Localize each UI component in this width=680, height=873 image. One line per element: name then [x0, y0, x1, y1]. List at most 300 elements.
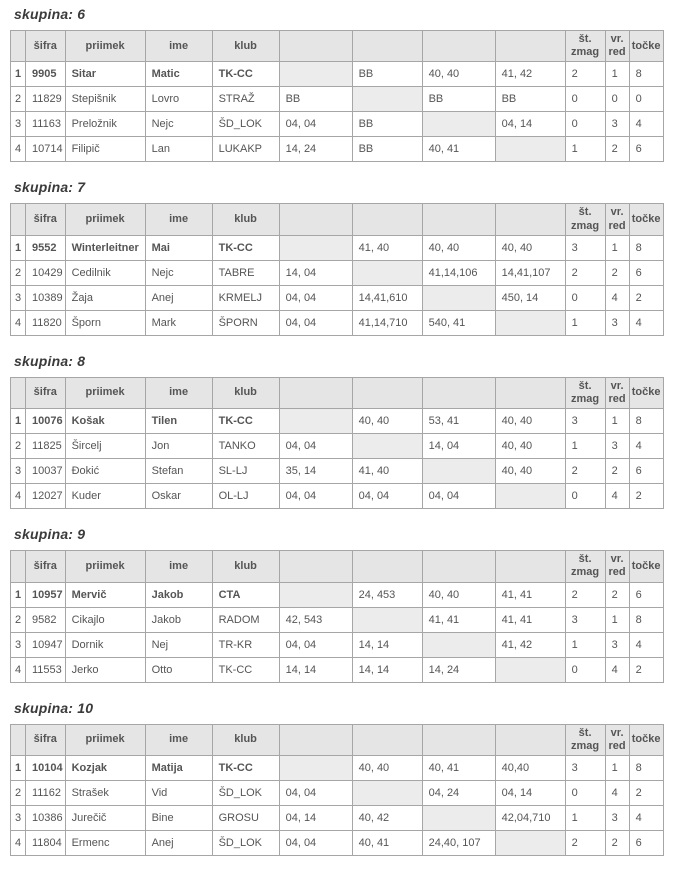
vr-red-header: vr. red: [605, 204, 629, 235]
match-result-cell: 04, 14: [279, 805, 352, 830]
sifra-header: šifra: [26, 377, 66, 408]
ime-cell: Oskar: [145, 484, 212, 509]
diagonal-cell: [352, 434, 422, 459]
match-result-cell: 42, 543: [279, 607, 352, 632]
group-title: skupina: 6: [14, 6, 86, 22]
results-table: [10, 550, 664, 682]
diagonal-cell: [422, 285, 495, 310]
match-col-4-header: [495, 204, 565, 235]
match-result-cell: 04, 14: [495, 780, 565, 805]
klub-cell: LUKAKP: [212, 137, 279, 162]
klub-cell: ŠD_LOK: [212, 112, 279, 137]
ime-header: ime: [145, 31, 212, 62]
st-zmag-cell: 0: [565, 780, 605, 805]
group-section: [10, 353, 680, 509]
match-col-4-header: [495, 377, 565, 408]
match-result-cell: 04, 04: [279, 484, 352, 509]
klub-header: klub: [212, 377, 279, 408]
table-body: [11, 235, 664, 335]
sifra-cell: 11553: [26, 657, 66, 682]
sifra-cell: 11829: [26, 87, 66, 112]
match-result-cell: 04, 04: [279, 632, 352, 657]
priimek-cell: Dornik: [65, 632, 145, 657]
vr-red-cell: 4: [605, 780, 629, 805]
st-zmag-cell: 3: [565, 607, 605, 632]
st-zmag-cell: 1: [565, 632, 605, 657]
st-zmag-cell: 1: [565, 137, 605, 162]
diagonal-cell: [352, 607, 422, 632]
st-zmag-cell: 2: [565, 582, 605, 607]
ime-cell: Tilen: [145, 409, 212, 434]
ime-cell: Jakob: [145, 582, 212, 607]
row-number-cell: 2: [11, 260, 26, 285]
klub-cell: ŠD_LOK: [212, 830, 279, 855]
table-row: [11, 805, 664, 830]
tocke-cell: 0: [629, 87, 663, 112]
priimek-cell: Preložnik: [65, 112, 145, 137]
sifra-cell: 10957: [26, 582, 66, 607]
group-title: skupina: 7: [14, 179, 86, 196]
table-row: [11, 285, 664, 310]
diagonal-cell: [495, 830, 565, 855]
vr-red-cell: 4: [605, 484, 629, 509]
diagonal-cell: [279, 755, 352, 780]
match-col-2-header: [352, 551, 422, 582]
vr-red-cell: 4: [605, 657, 629, 682]
vr-red-header: vr. red: [605, 551, 629, 582]
match-result-cell: 04, 14: [495, 112, 565, 137]
header-row: [11, 551, 664, 582]
match-result-cell: 53, 41: [422, 409, 495, 434]
tocke-header: točke: [629, 551, 663, 582]
results-table: [10, 203, 664, 335]
ime-cell: Anej: [145, 830, 212, 855]
vr-red-cell: 3: [605, 112, 629, 137]
table-row: [11, 112, 664, 137]
match-col-2-header: [352, 377, 422, 408]
tocke-cell: 6: [629, 582, 663, 607]
ime-cell: Stefan: [145, 459, 212, 484]
table-body: [11, 409, 664, 509]
match-result-cell: 04, 04: [279, 434, 352, 459]
tocke-cell: 8: [629, 235, 663, 260]
match-col-1-header: [279, 724, 352, 755]
row-number-cell: 4: [11, 310, 26, 335]
ime-cell: Anej: [145, 285, 212, 310]
table-row: [11, 582, 664, 607]
match-result-cell: 04, 04: [352, 484, 422, 509]
row-number-cell: 1: [11, 409, 26, 434]
tocke-cell: 6: [629, 137, 663, 162]
match-result-cell: 14,41,610: [352, 285, 422, 310]
ime-cell: Jakob: [145, 607, 212, 632]
diagonal-cell: [279, 235, 352, 260]
match-result-cell: BB: [279, 87, 352, 112]
priimek-header: priimek: [65, 551, 145, 582]
match-result-cell: BB: [352, 112, 422, 137]
tocke-cell: 6: [629, 830, 663, 855]
table-row: [11, 87, 664, 112]
match-col-3-header: [422, 551, 495, 582]
match-col-1-header: [279, 377, 352, 408]
ime-cell: Lan: [145, 137, 212, 162]
sifra-header: šifra: [26, 31, 66, 62]
priimek-cell: Mervič: [65, 582, 145, 607]
vr-red-cell: 3: [605, 805, 629, 830]
priimek-cell: Kozjak: [65, 755, 145, 780]
row-number-cell: 2: [11, 87, 26, 112]
sifra-cell: 9582: [26, 607, 66, 632]
priimek-cell: Strašek: [65, 780, 145, 805]
match-result-cell: 41,14,106: [422, 260, 495, 285]
vr-red-header: vr. red: [605, 724, 629, 755]
sifra-header: šifra: [26, 724, 66, 755]
match-result-cell: 40,40: [495, 755, 565, 780]
match-result-cell: 41, 41: [495, 607, 565, 632]
group-section: [10, 700, 680, 856]
diagonal-cell: [495, 310, 565, 335]
table-row: [11, 459, 664, 484]
table-row: [11, 235, 664, 260]
priimek-cell: Šircelj: [65, 434, 145, 459]
match-col-3-header: [422, 724, 495, 755]
klub-cell: TK-CC: [212, 235, 279, 260]
klub-cell: TK-CC: [212, 62, 279, 87]
klub-cell: GROSU: [212, 805, 279, 830]
row-number-cell: 1: [11, 62, 26, 87]
vr-red-cell: 2: [605, 260, 629, 285]
results-table: [10, 30, 664, 162]
st-zmag-header: št. zmag: [565, 551, 605, 582]
table-row: [11, 657, 664, 682]
group-title: skupina: 10: [14, 699, 94, 716]
diagonal-cell: [422, 805, 495, 830]
match-result-cell: 40, 40: [352, 755, 422, 780]
tocke-cell: 4: [629, 632, 663, 657]
priimek-cell: Žaja: [65, 285, 145, 310]
row-number-cell: 3: [11, 459, 26, 484]
priimek-cell: Košak: [65, 409, 145, 434]
match-result-cell: BB: [495, 87, 565, 112]
vr-red-cell: 1: [605, 235, 629, 260]
vr-red-cell: 3: [605, 434, 629, 459]
row-number-cell: 2: [11, 607, 26, 632]
match-result-cell: 40, 41: [422, 137, 495, 162]
tocke-cell: 4: [629, 310, 663, 335]
vr-red-cell: 3: [605, 632, 629, 657]
sifra-cell: 10389: [26, 285, 66, 310]
match-result-cell: 40, 40: [495, 235, 565, 260]
row-number-header: [11, 551, 26, 582]
st-zmag-cell: 0: [565, 484, 605, 509]
ime-header: ime: [145, 551, 212, 582]
tocke-cell: 2: [629, 285, 663, 310]
group-title: skupina: 9: [14, 526, 86, 543]
st-zmag-cell: 1: [565, 434, 605, 459]
klub-cell: OL-LJ: [212, 484, 279, 509]
diagonal-cell: [279, 62, 352, 87]
klub-header: klub: [212, 551, 279, 582]
st-zmag-cell: 0: [565, 285, 605, 310]
table-row: [11, 755, 664, 780]
st-zmag-cell: 1: [565, 805, 605, 830]
tocke-cell: 2: [629, 780, 663, 805]
st-zmag-cell: 2: [565, 459, 605, 484]
row-number-cell: 4: [11, 830, 26, 855]
priimek-cell: Šporn: [65, 310, 145, 335]
st-zmag-cell: 1: [565, 310, 605, 335]
match-result-cell: 40, 40: [495, 459, 565, 484]
klub-cell: KRMELJ: [212, 285, 279, 310]
priimek-header: priimek: [65, 724, 145, 755]
table-body: [11, 755, 664, 855]
tocke-cell: 6: [629, 260, 663, 285]
match-col-3-header: [422, 204, 495, 235]
priimek-cell: Kuder: [65, 484, 145, 509]
tocke-cell: 2: [629, 484, 663, 509]
table-row: [11, 62, 664, 87]
table-header: [11, 31, 664, 62]
match-result-cell: 41,14,710: [352, 310, 422, 335]
row-number-header: [11, 724, 26, 755]
match-result-cell: 40, 40: [352, 409, 422, 434]
match-result-cell: 14, 24: [279, 137, 352, 162]
st-zmag-cell: 2: [565, 830, 605, 855]
match-result-cell: 41, 42: [495, 62, 565, 87]
tocke-cell: 8: [629, 62, 663, 87]
st-zmag-cell: 0: [565, 657, 605, 682]
klub-cell: TK-CC: [212, 755, 279, 780]
match-result-cell: 04, 04: [279, 112, 352, 137]
match-result-cell: 40, 40: [422, 62, 495, 87]
st-zmag-header: št. zmag: [565, 724, 605, 755]
row-number-cell: 3: [11, 285, 26, 310]
vr-red-cell: 2: [605, 137, 629, 162]
priimek-cell: Filipič: [65, 137, 145, 162]
match-result-cell: 41, 42: [495, 632, 565, 657]
st-zmag-cell: 2: [565, 260, 605, 285]
match-result-cell: 40, 40: [495, 409, 565, 434]
vr-red-cell: 1: [605, 607, 629, 632]
table-row: [11, 780, 664, 805]
results-table: [10, 377, 664, 509]
table-row: [11, 260, 664, 285]
klub-header: klub: [212, 204, 279, 235]
vr-red-cell: 4: [605, 285, 629, 310]
match-result-cell: 41, 40: [352, 235, 422, 260]
tocke-header: točke: [629, 204, 663, 235]
match-result-cell: 450, 14: [495, 285, 565, 310]
row-number-header: [11, 31, 26, 62]
match-result-cell: 24,40, 107: [422, 830, 495, 855]
klub-header: klub: [212, 31, 279, 62]
match-result-cell: 14, 14: [352, 632, 422, 657]
ime-cell: Vid: [145, 780, 212, 805]
match-result-cell: 40, 41: [422, 755, 495, 780]
match-col-2-header: [352, 204, 422, 235]
sifra-cell: 11820: [26, 310, 66, 335]
st-zmag-cell: 3: [565, 235, 605, 260]
match-result-cell: 42,04,710: [495, 805, 565, 830]
vr-red-cell: 0: [605, 87, 629, 112]
match-result-cell: 41, 41: [495, 582, 565, 607]
match-result-cell: 04, 04: [422, 484, 495, 509]
diagonal-cell: [352, 780, 422, 805]
st-zmag-cell: 3: [565, 755, 605, 780]
match-result-cell: 41, 40: [352, 459, 422, 484]
vr-red-header: vr. red: [605, 377, 629, 408]
sifra-header: šifra: [26, 551, 66, 582]
sifra-cell: 10714: [26, 137, 66, 162]
klub-cell: CTA: [212, 582, 279, 607]
header-row: [11, 204, 664, 235]
klub-cell: ŠPORN: [212, 310, 279, 335]
ime-cell: Jon: [145, 434, 212, 459]
vr-red-cell: 1: [605, 755, 629, 780]
klub-cell: TK-CC: [212, 657, 279, 682]
tocke-cell: 2: [629, 657, 663, 682]
sifra-cell: 10947: [26, 632, 66, 657]
table-row: [11, 137, 664, 162]
priimek-cell: Stepišnik: [65, 87, 145, 112]
tocke-cell: 8: [629, 607, 663, 632]
diagonal-cell: [352, 87, 422, 112]
match-result-cell: 14, 24: [422, 657, 495, 682]
vr-red-cell: 1: [605, 62, 629, 87]
sifra-cell: 12027: [26, 484, 66, 509]
match-result-cell: 40, 40: [422, 235, 495, 260]
match-result-cell: 41, 41: [422, 607, 495, 632]
diagonal-cell: [495, 657, 565, 682]
st-zmag-cell: 0: [565, 87, 605, 112]
match-col-1-header: [279, 551, 352, 582]
row-number-cell: 1: [11, 582, 26, 607]
table-row: [11, 409, 664, 434]
sifra-cell: 10104: [26, 755, 66, 780]
match-result-cell: 35, 14: [279, 459, 352, 484]
diagonal-cell: [422, 112, 495, 137]
row-number-header: [11, 204, 26, 235]
table-row: [11, 310, 664, 335]
vr-red-cell: 2: [605, 582, 629, 607]
sifra-cell: 10076: [26, 409, 66, 434]
row-number-header: [11, 377, 26, 408]
sifra-cell: 11804: [26, 830, 66, 855]
tocke-cell: 8: [629, 409, 663, 434]
row-number-cell: 1: [11, 755, 26, 780]
match-col-3-header: [422, 377, 495, 408]
match-col-1-header: [279, 31, 352, 62]
row-number-cell: 3: [11, 632, 26, 657]
row-number-cell: 4: [11, 657, 26, 682]
row-number-cell: 3: [11, 112, 26, 137]
sifra-cell: 11163: [26, 112, 66, 137]
group-section: [10, 6, 680, 162]
match-col-4-header: [495, 724, 565, 755]
klub-cell: TR-KR: [212, 632, 279, 657]
match-result-cell: 04, 24: [422, 780, 495, 805]
table-row: [11, 484, 664, 509]
table-body: [11, 582, 664, 682]
match-col-2-header: [352, 31, 422, 62]
sifra-cell: 11825: [26, 434, 66, 459]
row-number-cell: 4: [11, 137, 26, 162]
ime-cell: Mark: [145, 310, 212, 335]
diagonal-cell: [495, 484, 565, 509]
priimek-cell: Cikajlo: [65, 607, 145, 632]
match-col-3-header: [422, 31, 495, 62]
ime-cell: Nejc: [145, 112, 212, 137]
match-result-cell: 14, 04: [279, 260, 352, 285]
priimek-cell: Cedilnik: [65, 260, 145, 285]
ime-cell: Mai: [145, 235, 212, 260]
klub-header: klub: [212, 724, 279, 755]
match-result-cell: 40, 41: [352, 830, 422, 855]
st-zmag-header: št. zmag: [565, 31, 605, 62]
priimek-cell: Ermenc: [65, 830, 145, 855]
ime-cell: Nej: [145, 632, 212, 657]
tocke-cell: 6: [629, 459, 663, 484]
match-result-cell: 14, 14: [279, 657, 352, 682]
tocke-cell: 4: [629, 434, 663, 459]
diagonal-cell: [352, 260, 422, 285]
group-section: [10, 526, 680, 682]
diagonal-cell: [422, 459, 495, 484]
ime-cell: Matija: [145, 755, 212, 780]
header-row: [11, 31, 664, 62]
st-zmag-cell: 2: [565, 62, 605, 87]
table-body: [11, 62, 664, 162]
priimek-header: priimek: [65, 204, 145, 235]
table-header: [11, 551, 664, 582]
diagonal-cell: [279, 409, 352, 434]
vr-red-header: vr. red: [605, 31, 629, 62]
tocke-header: točke: [629, 377, 663, 408]
row-number-cell: 2: [11, 780, 26, 805]
table-row: [11, 607, 664, 632]
priimek-header: priimek: [65, 377, 145, 408]
sifra-cell: 10429: [26, 260, 66, 285]
priimek-cell: Đokić: [65, 459, 145, 484]
match-result-cell: 04, 04: [279, 780, 352, 805]
match-result-cell: 04, 04: [279, 830, 352, 855]
match-result-cell: 04, 04: [279, 310, 352, 335]
match-result-cell: BB: [422, 87, 495, 112]
match-result-cell: 14, 14: [352, 657, 422, 682]
diagonal-cell: [279, 582, 352, 607]
tocke-cell: 8: [629, 755, 663, 780]
ime-cell: Lovro: [145, 87, 212, 112]
klub-cell: STRAŽ: [212, 87, 279, 112]
ime-header: ime: [145, 377, 212, 408]
match-col-4-header: [495, 31, 565, 62]
diagonal-cell: [422, 632, 495, 657]
sifra-cell: 9905: [26, 62, 66, 87]
row-number-cell: 2: [11, 434, 26, 459]
klub-cell: TK-CC: [212, 409, 279, 434]
ime-cell: Bine: [145, 805, 212, 830]
tocke-cell: 4: [629, 805, 663, 830]
ime-cell: Matic: [145, 62, 212, 87]
tocke-cell: 4: [629, 112, 663, 137]
klub-cell: TABRE: [212, 260, 279, 285]
klub-cell: RADOM: [212, 607, 279, 632]
match-result-cell: 04, 04: [279, 285, 352, 310]
table-header: [11, 204, 664, 235]
ime-cell: Nejc: [145, 260, 212, 285]
match-result-cell: BB: [352, 137, 422, 162]
st-zmag-cell: 3: [565, 409, 605, 434]
